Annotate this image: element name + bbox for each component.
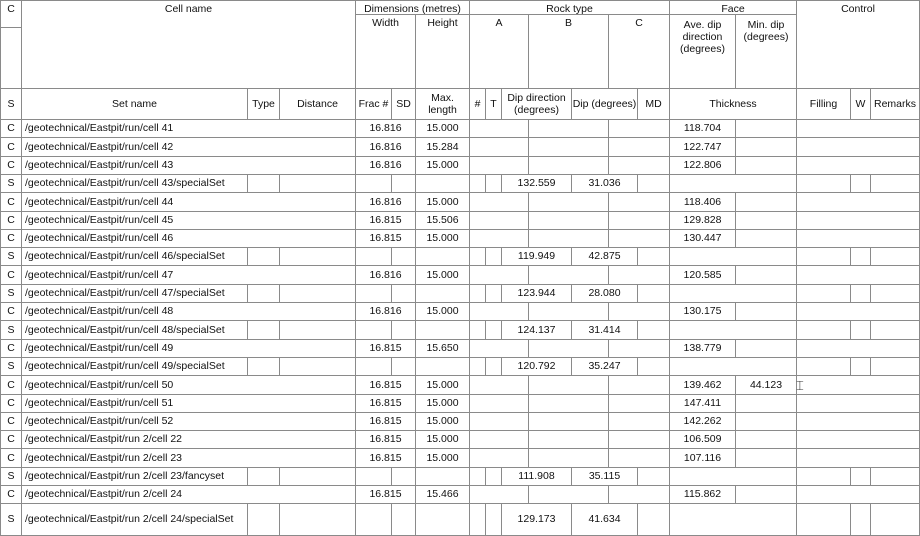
row-rock-a-cell[interactable]	[470, 303, 529, 321]
row-t-cell[interactable]	[486, 248, 502, 266]
header-w: W	[851, 89, 871, 120]
header-sd: SD	[392, 89, 416, 120]
row-type-cell[interactable]	[248, 175, 280, 193]
row-control-cell[interactable]	[797, 230, 920, 248]
row-rock-c-cell[interactable]	[609, 431, 670, 449]
row-rock-a-cell[interactable]	[470, 230, 529, 248]
row-ave-dip-cell[interactable]: 106.509	[670, 431, 736, 449]
header-cell-name: Cell name	[22, 0, 356, 89]
row-kind-cell[interactable]: S	[0, 248, 22, 266]
row-width-cell[interactable]: 16.815	[356, 340, 416, 358]
header-dimensions: Dimensions (metres)	[356, 0, 470, 15]
row-type-cell[interactable]	[248, 504, 280, 536]
row-ave-dip-cell[interactable]: 130.447	[670, 230, 736, 248]
row-hash-cell[interactable]	[470, 358, 486, 376]
row-dipdir-cell[interactable]: 120.792	[502, 358, 572, 376]
header-c: C	[0, 0, 22, 28]
row-frac-cell[interactable]	[356, 504, 392, 536]
row-dipdir-cell[interactable]: 119.949	[502, 248, 572, 266]
row-hash-cell[interactable]	[470, 175, 486, 193]
row-kind-cell[interactable]: C	[0, 449, 22, 468]
row-hash-cell[interactable]	[470, 468, 486, 486]
row-distance-cell[interactable]	[280, 285, 356, 303]
row-thickness-cell[interactable]	[670, 504, 797, 536]
row-control-cell[interactable]	[797, 193, 920, 212]
row-dipdir-cell[interactable]: 132.559	[502, 175, 572, 193]
header-remarks: Remarks	[871, 89, 920, 120]
row-hash-cell[interactable]	[470, 285, 486, 303]
row-height-cell[interactable]: 15.284	[416, 138, 470, 157]
row-rock-a-cell[interactable]	[470, 413, 529, 431]
row-distance-cell[interactable]	[280, 504, 356, 536]
row-frac-cell[interactable]	[356, 175, 392, 193]
row-rock-b-cell[interactable]	[529, 193, 609, 212]
row-kind-cell[interactable]: C	[0, 230, 22, 248]
row-maxlength-cell[interactable]	[416, 248, 470, 266]
row-maxlength-cell[interactable]	[416, 175, 470, 193]
row-distance-cell[interactable]	[280, 248, 356, 266]
row-sd-cell[interactable]	[392, 248, 416, 266]
row-width-cell[interactable]: 16.815	[356, 413, 416, 431]
row-rock-a-cell[interactable]	[470, 431, 529, 449]
row-thickness-cell[interactable]	[670, 321, 797, 340]
header-filling: Filling	[797, 89, 851, 120]
row-rock-c-cell[interactable]	[609, 449, 670, 468]
row-name-cell[interactable]: /geotechnical/Eastpit/run/cell 48	[22, 303, 356, 321]
row-rock-a-cell[interactable]	[470, 157, 529, 175]
row-min-dip-cell[interactable]	[736, 431, 797, 449]
row-min-dip-cell[interactable]	[736, 266, 797, 285]
row-rock-a-cell[interactable]	[470, 193, 529, 212]
row-control-cell[interactable]	[797, 138, 920, 157]
row-w-cell[interactable]	[851, 285, 871, 303]
row-height-cell[interactable]: 15.000	[416, 449, 470, 468]
row-ave-dip-cell[interactable]: 120.585	[670, 266, 736, 285]
row-rock-a-cell[interactable]	[470, 395, 529, 413]
row-name-cell[interactable]: /geotechnical/Eastpit/run 2/cell 23/fancyset	[22, 468, 248, 486]
header-distance: Distance	[280, 89, 356, 120]
header-thickness: Thickness	[670, 89, 797, 120]
row-width-cell[interactable]: 16.815	[356, 395, 416, 413]
row-kind-cell[interactable]: S	[0, 504, 22, 536]
row-sd-cell[interactable]	[392, 321, 416, 340]
row-control-cell[interactable]	[797, 340, 920, 358]
header-c-spacer	[0, 28, 22, 89]
row-width-cell[interactable]: 16.816	[356, 157, 416, 175]
row-rock-c-cell[interactable]	[609, 120, 670, 138]
row-rock-c-cell[interactable]	[609, 340, 670, 358]
row-ave-dip-cell[interactable]: 129.828	[670, 212, 736, 230]
row-rock-b-cell[interactable]	[529, 230, 609, 248]
row-ave-dip-cell[interactable]: 122.806	[670, 157, 736, 175]
row-rock-b-cell[interactable]	[529, 138, 609, 157]
row-width-cell[interactable]: 16.815	[356, 449, 416, 468]
row-control-cell[interactable]	[797, 120, 920, 138]
row-sd-cell[interactable]	[392, 358, 416, 376]
row-rock-c-cell[interactable]	[609, 303, 670, 321]
row-rock-a-cell[interactable]	[470, 266, 529, 285]
header-dip-direction: Dip direction (degrees)	[502, 89, 572, 120]
row-md-cell[interactable]	[638, 358, 670, 376]
row-kind-cell[interactable]: S	[0, 285, 22, 303]
row-hash-cell[interactable]	[470, 504, 486, 536]
row-rock-b-cell[interactable]	[529, 486, 609, 504]
row-t-cell[interactable]	[486, 285, 502, 303]
row-min-dip-cell[interactable]	[736, 340, 797, 358]
row-name-cell[interactable]: /geotechnical/Eastpit/run/cell 44	[22, 193, 356, 212]
header-rock-c: C	[609, 15, 670, 89]
row-kind-cell[interactable]: C	[0, 193, 22, 212]
row-sd-cell[interactable]	[392, 285, 416, 303]
row-dip-cell[interactable]: 35.115	[572, 468, 638, 486]
row-remarks-cell[interactable]	[871, 504, 920, 536]
row-distance-cell[interactable]	[280, 358, 356, 376]
row-rock-b-cell[interactable]	[529, 376, 609, 395]
row-control-cell[interactable]	[797, 266, 920, 285]
row-rock-b-cell[interactable]	[529, 266, 609, 285]
row-height-cell[interactable]: 15.650	[416, 340, 470, 358]
row-min-dip-cell[interactable]	[736, 449, 797, 468]
row-name-cell[interactable]: /geotechnical/Eastpit/run/cell 47/specialSet	[22, 285, 248, 303]
row-w-cell[interactable]	[851, 504, 871, 536]
row-frac-cell[interactable]	[356, 321, 392, 340]
row-remarks-cell[interactable]	[871, 248, 920, 266]
text-cursor-icon: ⌶	[796, 378, 804, 393]
row-type-cell[interactable]	[248, 285, 280, 303]
row-maxlength-cell[interactable]	[416, 468, 470, 486]
row-distance-cell[interactable]	[280, 175, 356, 193]
row-thickness-cell[interactable]	[670, 248, 797, 266]
header-rock-type: Rock type	[470, 0, 670, 15]
row-width-cell[interactable]: 16.815	[356, 376, 416, 395]
row-dipdir-cell[interactable]: 129.173	[502, 504, 572, 536]
row-min-dip-cell[interactable]	[736, 303, 797, 321]
row-name-cell[interactable]: /geotechnical/Eastpit/run/cell 45	[22, 212, 356, 230]
row-kind-cell[interactable]: S	[0, 468, 22, 486]
row-name-cell[interactable]: /geotechnical/Eastpit/run/cell 50	[22, 376, 356, 395]
row-kind-cell[interactable]: S	[0, 321, 22, 340]
row-filling-cell[interactable]	[797, 358, 851, 376]
row-kind-cell[interactable]: C	[0, 138, 22, 157]
row-type-cell[interactable]	[248, 248, 280, 266]
row-dipdir-cell[interactable]: 123.944	[502, 285, 572, 303]
row-min-dip-cell[interactable]	[736, 212, 797, 230]
header-s: S	[0, 89, 22, 120]
row-thickness-cell[interactable]	[670, 358, 797, 376]
row-name-cell[interactable]: /geotechnical/Eastpit/run/cell 52	[22, 413, 356, 431]
row-min-dip-cell[interactable]	[736, 138, 797, 157]
header-control: Control	[797, 0, 920, 89]
row-ave-dip-cell[interactable]: 118.704	[670, 120, 736, 138]
row-name-cell[interactable]: /geotechnical/Eastpit/run 2/cell 24	[22, 486, 356, 504]
row-kind-cell[interactable]: S	[0, 175, 22, 193]
row-height-cell[interactable]: 15.506	[416, 212, 470, 230]
row-width-cell[interactable]: 16.815	[356, 431, 416, 449]
row-ave-dip-cell[interactable]: 118.406	[670, 193, 736, 212]
row-min-dip-cell[interactable]	[736, 230, 797, 248]
header-set-name: Set name	[22, 89, 248, 120]
row-remarks-cell[interactable]	[871, 468, 920, 486]
row-w-cell[interactable]	[851, 175, 871, 193]
row-height-cell[interactable]: 15.000	[416, 157, 470, 175]
row-kind-cell[interactable]: C	[0, 212, 22, 230]
row-frac-cell[interactable]	[356, 358, 392, 376]
row-width-cell[interactable]: 16.815	[356, 212, 416, 230]
row-control-cell[interactable]	[797, 212, 920, 230]
row-kind-cell[interactable]: C	[0, 303, 22, 321]
row-maxlength-cell[interactable]	[416, 285, 470, 303]
header-max-length: Max. length	[416, 89, 470, 120]
row-md-cell[interactable]	[638, 285, 670, 303]
row-name-cell[interactable]: /geotechnical/Eastpit/run 2/cell 24/specialSet	[22, 504, 248, 536]
row-min-dip-cell[interactable]: 44.123	[736, 376, 797, 395]
row-height-cell[interactable]: 15.000	[416, 120, 470, 138]
row-frac-cell[interactable]	[356, 285, 392, 303]
row-rock-b-cell[interactable]	[529, 431, 609, 449]
row-hash-cell[interactable]	[470, 248, 486, 266]
row-rock-c-cell[interactable]	[609, 486, 670, 504]
row-kind-cell[interactable]: C	[0, 340, 22, 358]
header-width: Width	[356, 15, 416, 89]
row-rock-a-cell[interactable]	[470, 138, 529, 157]
row-rock-a-cell[interactable]	[470, 376, 529, 395]
header-t: T	[486, 89, 502, 120]
row-name-cell[interactable]: /geotechnical/Eastpit/run/cell 48/specialSet	[22, 321, 248, 340]
row-w-cell[interactable]	[851, 248, 871, 266]
row-rock-c-cell[interactable]	[609, 376, 670, 395]
row-kind-cell[interactable]: C	[0, 376, 22, 395]
row-ave-dip-cell[interactable]: 115.862	[670, 486, 736, 504]
row-width-cell[interactable]: 16.816	[356, 266, 416, 285]
row-dip-cell[interactable]: 31.036	[572, 175, 638, 193]
row-height-cell[interactable]: 15.466	[416, 486, 470, 504]
row-min-dip-cell[interactable]	[736, 413, 797, 431]
row-sd-cell[interactable]	[392, 504, 416, 536]
row-ave-dip-cell[interactable]: 138.779	[670, 340, 736, 358]
row-md-cell[interactable]	[638, 175, 670, 193]
header-frac: Frac #	[356, 89, 392, 120]
row-width-cell[interactable]: 16.816	[356, 120, 416, 138]
row-rock-b-cell[interactable]	[529, 157, 609, 175]
row-rock-b-cell[interactable]	[529, 413, 609, 431]
row-rock-c-cell[interactable]	[609, 266, 670, 285]
row-type-cell[interactable]	[248, 358, 280, 376]
row-remarks-cell[interactable]	[871, 175, 920, 193]
row-dip-cell[interactable]: 31.414	[572, 321, 638, 340]
row-rock-a-cell[interactable]	[470, 212, 529, 230]
row-control-cell[interactable]	[797, 395, 920, 413]
row-rock-a-cell[interactable]	[470, 449, 529, 468]
header-face: Face	[670, 0, 797, 15]
row-ave-dip-cell[interactable]: 107.116	[670, 449, 736, 468]
row-remarks-cell[interactable]	[871, 358, 920, 376]
row-rock-b-cell[interactable]	[529, 212, 609, 230]
row-maxlength-cell[interactable]	[416, 504, 470, 536]
row-dip-cell[interactable]: 28.080	[572, 285, 638, 303]
row-maxlength-cell[interactable]	[416, 358, 470, 376]
header-type: Type	[248, 89, 280, 120]
row-rock-a-cell[interactable]	[470, 120, 529, 138]
row-md-cell[interactable]	[638, 321, 670, 340]
row-rock-c-cell[interactable]	[609, 395, 670, 413]
header-hash: #	[470, 89, 486, 120]
row-height-cell[interactable]: 15.000	[416, 376, 470, 395]
row-control-cell[interactable]	[797, 486, 920, 504]
row-kind-cell[interactable]: C	[0, 395, 22, 413]
row-kind-cell[interactable]: S	[0, 358, 22, 376]
row-t-cell[interactable]	[486, 468, 502, 486]
row-min-dip-cell[interactable]	[736, 486, 797, 504]
row-name-cell[interactable]: /geotechnical/Eastpit/run/cell 41	[22, 120, 356, 138]
row-control-cell[interactable]	[797, 303, 920, 321]
row-rock-c-cell[interactable]	[609, 230, 670, 248]
row-width-cell[interactable]: 16.816	[356, 193, 416, 212]
row-frac-cell[interactable]	[356, 468, 392, 486]
row-min-dip-cell[interactable]	[736, 395, 797, 413]
row-type-cell[interactable]	[248, 468, 280, 486]
row-type-cell[interactable]	[248, 321, 280, 340]
row-thickness-cell[interactable]	[670, 468, 797, 486]
header-height: Height	[416, 15, 470, 89]
row-sd-cell[interactable]	[392, 175, 416, 193]
row-control-cell[interactable]	[797, 413, 920, 431]
row-kind-cell[interactable]: C	[0, 157, 22, 175]
row-name-cell[interactable]: /geotechnical/Eastpit/run/cell 43	[22, 157, 356, 175]
row-dip-cell[interactable]: 35.247	[572, 358, 638, 376]
row-rock-b-cell[interactable]	[529, 449, 609, 468]
row-ave-dip-cell[interactable]: 122.747	[670, 138, 736, 157]
row-frac-cell[interactable]	[356, 248, 392, 266]
row-kind-cell[interactable]: C	[0, 413, 22, 431]
row-md-cell[interactable]	[638, 468, 670, 486]
row-kind-cell[interactable]: C	[0, 486, 22, 504]
row-control-cell[interactable]	[797, 449, 920, 468]
row-min-dip-cell[interactable]	[736, 157, 797, 175]
row-name-cell[interactable]: /geotechnical/Eastpit/run/cell 46/specialSet	[22, 248, 248, 266]
row-name-cell[interactable]: /geotechnical/Eastpit/run/cell 42	[22, 138, 356, 157]
row-height-cell[interactable]: 15.000	[416, 413, 470, 431]
row-distance-cell[interactable]	[280, 468, 356, 486]
row-t-cell[interactable]	[486, 321, 502, 340]
row-filling-cell[interactable]	[797, 321, 851, 340]
row-dip-cell[interactable]: 41.634	[572, 504, 638, 536]
row-control-cell[interactable]	[797, 157, 920, 175]
header-rock-b: B	[529, 15, 609, 89]
row-thickness-cell[interactable]	[670, 175, 797, 193]
row-rock-c-cell[interactable]	[609, 157, 670, 175]
row-maxlength-cell[interactable]	[416, 321, 470, 340]
row-t-cell[interactable]	[486, 175, 502, 193]
row-filling-cell[interactable]	[797, 175, 851, 193]
row-name-cell[interactable]: /geotechnical/Eastpit/run/cell 46	[22, 230, 356, 248]
header-dip: Dip (degrees)	[572, 89, 638, 120]
header-md: MD	[638, 89, 670, 120]
row-name-cell[interactable]: /geotechnical/Eastpit/run 2/cell 23	[22, 449, 356, 468]
row-rock-b-cell[interactable]	[529, 303, 609, 321]
row-ave-dip-cell[interactable]: 130.175	[670, 303, 736, 321]
row-height-cell[interactable]: 15.000	[416, 395, 470, 413]
row-rock-a-cell[interactable]	[470, 486, 529, 504]
row-name-cell[interactable]: /geotechnical/Eastpit/run/cell 43/specialSet	[22, 175, 248, 193]
row-filling-cell[interactable]	[797, 285, 851, 303]
row-kind-cell[interactable]: C	[0, 431, 22, 449]
row-w-cell[interactable]	[851, 468, 871, 486]
row-name-cell[interactable]: /geotechnical/Eastpit/run/cell 49/specialSet	[22, 358, 248, 376]
row-sd-cell[interactable]	[392, 468, 416, 486]
row-thickness-cell[interactable]	[670, 285, 797, 303]
row-rock-b-cell[interactable]	[529, 120, 609, 138]
row-filling-cell[interactable]	[797, 248, 851, 266]
row-rock-c-cell[interactable]	[609, 212, 670, 230]
row-ave-dip-cell[interactable]: 147.411	[670, 395, 736, 413]
row-dip-cell[interactable]: 42.875	[572, 248, 638, 266]
row-control-cell[interactable]	[797, 376, 920, 395]
row-filling-cell[interactable]	[797, 504, 851, 536]
row-rock-c-cell[interactable]	[609, 138, 670, 157]
header-ave-dip: Ave. dip direction (degrees)	[670, 15, 736, 89]
row-width-cell[interactable]: 16.816	[356, 138, 416, 157]
row-kind-cell[interactable]: C	[0, 266, 22, 285]
row-name-cell[interactable]: /geotechnical/Eastpit/run/cell 51	[22, 395, 356, 413]
row-t-cell[interactable]	[486, 504, 502, 536]
row-width-cell[interactable]: 16.815	[356, 486, 416, 504]
row-width-cell[interactable]: 16.816	[356, 303, 416, 321]
row-remarks-cell[interactable]	[871, 321, 920, 340]
row-name-cell[interactable]: /geotechnical/Eastpit/run/cell 47	[22, 266, 356, 285]
row-rock-c-cell[interactable]	[609, 193, 670, 212]
row-ave-dip-cell[interactable]: 139.462	[670, 376, 736, 395]
row-dipdir-cell[interactable]: 124.137	[502, 321, 572, 340]
row-rock-a-cell[interactable]	[470, 340, 529, 358]
row-height-cell[interactable]: 15.000	[416, 303, 470, 321]
row-filling-cell[interactable]	[797, 468, 851, 486]
row-height-cell[interactable]: 15.000	[416, 193, 470, 212]
row-width-cell[interactable]: 16.815	[356, 230, 416, 248]
row-min-dip-cell[interactable]	[736, 120, 797, 138]
row-w-cell[interactable]	[851, 358, 871, 376]
row-md-cell[interactable]	[638, 504, 670, 536]
row-height-cell[interactable]: 15.000	[416, 266, 470, 285]
row-height-cell[interactable]: 15.000	[416, 230, 470, 248]
row-dipdir-cell[interactable]: 111.908	[502, 468, 572, 486]
row-name-cell[interactable]: /geotechnical/Eastpit/run 2/cell 22	[22, 431, 356, 449]
row-height-cell[interactable]: 15.000	[416, 431, 470, 449]
row-ave-dip-cell[interactable]: 142.262	[670, 413, 736, 431]
row-name-cell[interactable]: /geotechnical/Eastpit/run/cell 49	[22, 340, 356, 358]
row-rock-b-cell[interactable]	[529, 395, 609, 413]
row-rock-c-cell[interactable]	[609, 413, 670, 431]
header-rock-a: A	[470, 15, 529, 89]
row-hash-cell[interactable]	[470, 321, 486, 340]
row-kind-cell[interactable]: C	[0, 120, 22, 138]
row-min-dip-cell[interactable]	[736, 193, 797, 212]
row-t-cell[interactable]	[486, 358, 502, 376]
row-distance-cell[interactable]	[280, 321, 356, 340]
header-min-dip: Min. dip (degrees)	[736, 15, 797, 89]
row-control-cell[interactable]	[797, 431, 920, 449]
row-remarks-cell[interactable]	[871, 285, 920, 303]
row-rock-b-cell[interactable]	[529, 340, 609, 358]
row-w-cell[interactable]	[851, 321, 871, 340]
row-md-cell[interactable]	[638, 248, 670, 266]
